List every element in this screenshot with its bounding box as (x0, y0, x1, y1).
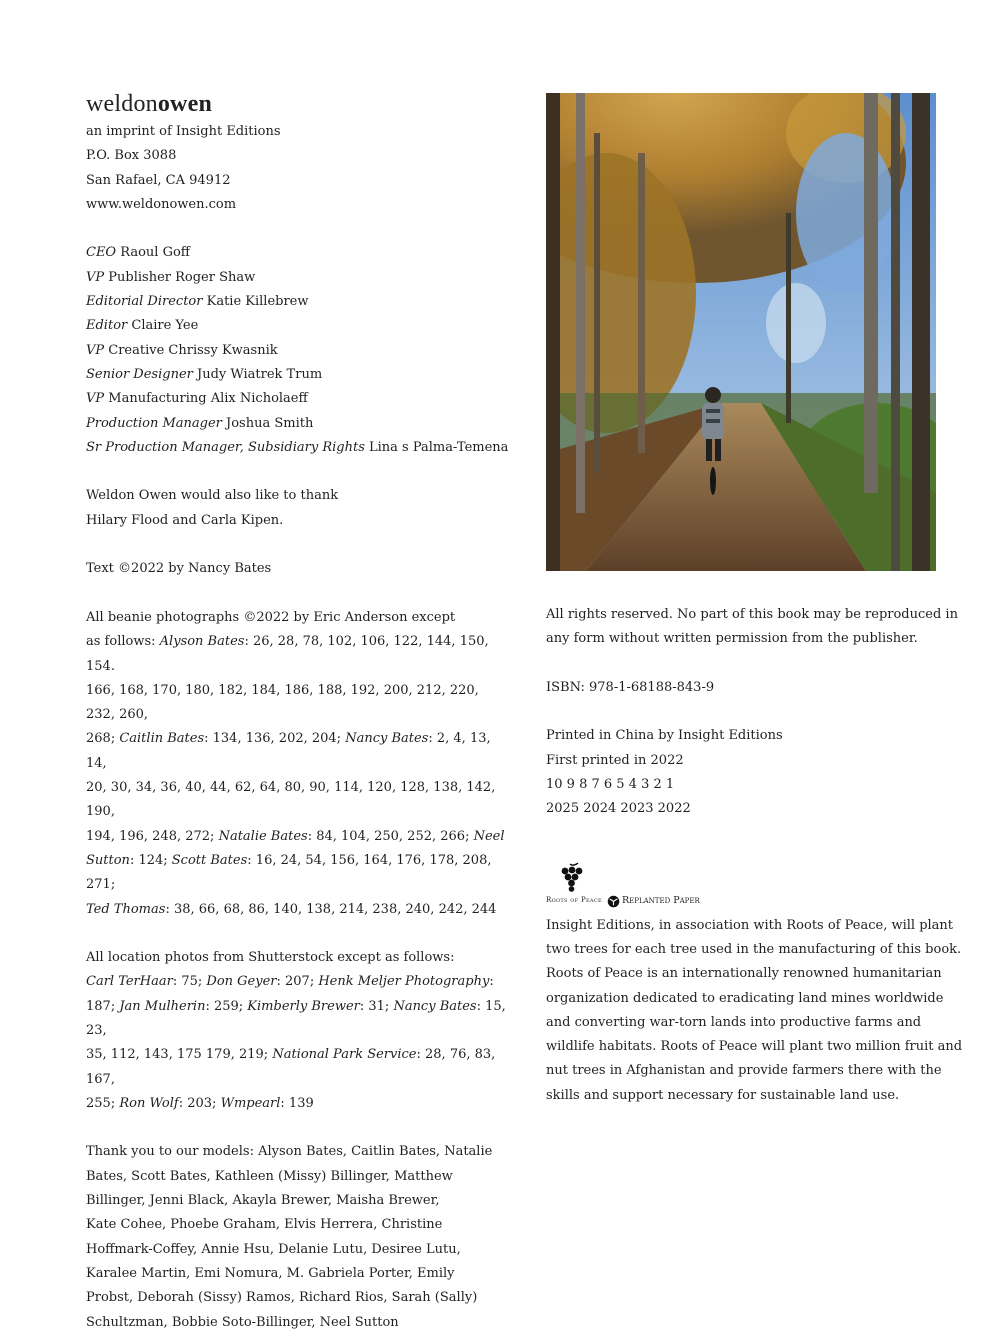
staff-credit (86, 266, 506, 290)
credit-text: All beanie photographs ©2022 by Eric Anderson except (86, 609, 456, 625)
credit-text: : 134, 136, 202, 204; (204, 731, 346, 747)
credit-name: Jan Mulherin (119, 998, 206, 1014)
credit-name: Carl TerHaar (86, 974, 173, 990)
printing-line-1: Printed in China by Insight Editions (546, 728, 783, 744)
credit-name: Natalie Bates (218, 828, 308, 844)
staff-credit (86, 241, 506, 265)
text-copyright: Text ©2022 by Nancy Bates (86, 561, 272, 577)
staff-name: Katie Killebrew (202, 294, 309, 310)
staff-role: Sr Production Manager, Subsidiary Rights (86, 439, 365, 455)
address-line-1: P.O. Box 3088 (86, 148, 177, 164)
staff-role: Editorial Director (86, 294, 203, 310)
models-line: Bates, Scott Bates, Kathleen (Missy) Billinger, Matthew (86, 1168, 453, 1184)
logo-light-text: weldon (86, 91, 158, 117)
credit-text: 35, 112, 143, 175 179, 219; (86, 1047, 273, 1063)
credit-text: : 38, 66, 68, 86, 140, 138, 214, 238, 240, 242, 244 (165, 901, 497, 917)
models-line: Probst, Deborah (Sissy) Ramos, Richard Rios, Sarah (Sally) (86, 1290, 478, 1306)
logo-bold-text: owen (157, 91, 212, 117)
imprint-line: an imprint of Insight Editions (86, 124, 281, 139)
credit-name: Ted Thomas (86, 901, 166, 917)
staff-name: Publisher Roger Shaw (104, 269, 256, 285)
staff-credit (86, 363, 506, 387)
staff-role: VP (86, 391, 105, 407)
weldon-owen-logo (86, 90, 506, 118)
staff-role: VP (86, 342, 105, 358)
credit-name: Alyson Bates (159, 634, 245, 650)
credit-name: Kimberly Brewer (247, 998, 360, 1014)
staff-role: Senior Designer (86, 366, 193, 382)
models-thanks (86, 1140, 506, 1334)
staff-credit (86, 290, 506, 314)
credit-name: Nancy Bates (345, 731, 429, 747)
staff-role: Editor (86, 318, 128, 334)
left-column (86, 90, 509, 1335)
roots-of-peace-logo-text: Roots of Peace (546, 895, 602, 904)
credit-text: : 28, 76, 83, 167, (86, 1047, 496, 1087)
credit-text: : 139 (280, 1095, 314, 1111)
credit-text: 187; (86, 998, 120, 1014)
credit-text: : 84, 104, 250, 252, 266; (307, 828, 474, 844)
roots-of-peace-statement (546, 914, 963, 1108)
staff-name: Raoul Goff (116, 245, 191, 261)
isbn: ISBN: 978-1-68188-843-9 (546, 679, 715, 695)
models-line: Billinger, Jenni Black, Akayla Brewer, Maisha Brewer, (86, 1193, 440, 1209)
year-key: 2025 2024 2023 2022 (546, 801, 691, 817)
rights-line-2: any form without written permission from the publisher. (546, 631, 918, 647)
credit-text: 255; (86, 1095, 120, 1111)
credit-text: : 15, 23, (86, 998, 506, 1038)
credit-text: : 124; (129, 852, 172, 868)
credit-text: : 31; (359, 998, 394, 1014)
rights-line-1: All rights reserved. No part of this book may be reproduced in (546, 607, 958, 622)
roots-statement-line: and converting war-torn lands into productive farms and (546, 1014, 922, 1030)
models-line: Kate Cohee, Phoebe Graham, Elvis Herrera, Christine (86, 1217, 443, 1233)
credit-text: : (489, 974, 494, 990)
roots-statement-line: two trees for each tree used in the manufacturing of this book. (546, 941, 962, 957)
models-line: Karalee Martin, Emi Nomura, M. Gabriela Porter, Emily (86, 1265, 455, 1281)
credit-name: Scott Bates (171, 852, 248, 868)
credit-text: : 203; (178, 1095, 221, 1111)
roots-statement-line: skills and support necessary for sustainable land use. (546, 1087, 900, 1103)
credit-text: : 26, 28, 78, 102, 106, 122, 144, 150, 154. (86, 634, 489, 674)
credit-text: 194, 196, 248, 272; (86, 828, 219, 844)
roots-statement-line: Roots of Peace is an internationally renowned humanitarian (546, 966, 942, 982)
staff-credit (86, 412, 506, 436)
staff-name: Claire Yee (127, 318, 199, 334)
thanks-line-2: Hilary Flood and Carla Kipen. (86, 512, 284, 528)
right-column (546, 93, 963, 1108)
credit-text: 268; (86, 731, 120, 747)
staff-role: Production Manager (86, 415, 222, 431)
credit-text: as follows: (86, 634, 160, 650)
credit-text: : 75; (172, 974, 207, 990)
roots-statement-line: wildlife habitats. Roots of Peace will plant two million fruit and (546, 1039, 963, 1055)
credit-text: : 16, 24, 54, 156, 164, 176, 178, 208, 271; (86, 852, 492, 893)
credit-name: Sutton (86, 852, 130, 868)
credit-name: Wmpearl (220, 1095, 281, 1111)
roots-statement-line: organization dedicated to eradicating land mines worldwide (546, 990, 944, 1006)
staff-credit (86, 436, 509, 460)
roots-statement-line: nut trees in Afghanistan and provide farmers there with the (546, 1063, 942, 1079)
website-link[interactable]: www.weldonowen.com (86, 196, 237, 212)
grape-cluster-icon (556, 862, 588, 894)
models-line: Schultzman, Bobbie Soto-Billinger, Neel Sutton (86, 1314, 399, 1330)
credit-text: 20, 30, 34, 36, 40, 44, 62, 64, 80, 90, 114, 120, 128, 138, 142, 190, (86, 780, 496, 820)
printer-key: 10 9 8 7 6 5 4 3 2 1 (546, 777, 675, 793)
staff-credit (86, 387, 506, 411)
credit-text: All location photos from Shutterstock except as follows: (86, 950, 455, 966)
credit-text: : 2, 4, 13, 14, (86, 731, 491, 771)
credit-name: Caitlin Bates (119, 731, 205, 747)
autumn-trail-photo (546, 93, 936, 571)
staff-name: Creative Chrissy Kwasnik (104, 342, 278, 358)
staff-credit (86, 339, 506, 363)
staff-name: Joshua Smith (221, 415, 314, 431)
printing-line-2: First printed in 2022 (546, 752, 684, 768)
staff-name: Judy Wiatrek Trum (192, 366, 323, 382)
environmental-logos (546, 862, 946, 914)
credit-text: : 259; (205, 998, 248, 1014)
location-photo-credits (86, 946, 506, 1116)
staff-role: CEO (86, 245, 117, 261)
credit-name: Don Geyer (206, 974, 277, 990)
credit-name: Neel (473, 828, 505, 844)
models-line: Thank you to our models: Alyson Bates, Caitlin Bates, Natalie (86, 1144, 493, 1160)
beanie-photo-credits (86, 606, 506, 922)
credit-name: National Park Service (272, 1047, 417, 1063)
credit-name: Henk Meljer Photography (318, 974, 490, 990)
address-line-2: San Rafael, CA 94912 (86, 172, 231, 188)
staff-list (86, 241, 509, 460)
credit-name: Ron Wolf (119, 1095, 179, 1111)
replanted-paper-logo-text: Replanted Paper (622, 894, 700, 906)
credit-text: 166, 168, 170, 180, 182, 184, 186, 188, 192, 200, 212, 220, 232, 260, (86, 682, 479, 723)
roots-statement-line: Insight Editions, in association with Roots of Peace, will plant (546, 917, 954, 933)
staff-role: VP (86, 269, 105, 285)
staff-name: Manufacturing Alix Nicholaeff (104, 391, 308, 407)
credit-text: : 207; (276, 974, 319, 990)
staff-name: Lina s Palma-Temena (364, 439, 509, 455)
replanted-paper-icon (607, 895, 620, 908)
models-line: Hoffmark-Coffey, Annie Hsu, Delanie Lutu, Desiree Lutu, (86, 1241, 461, 1257)
credit-name: Nancy Bates (393, 998, 477, 1014)
thanks-line-1: Weldon Owen would also like to thank (86, 488, 339, 504)
staff-credit (86, 314, 506, 338)
